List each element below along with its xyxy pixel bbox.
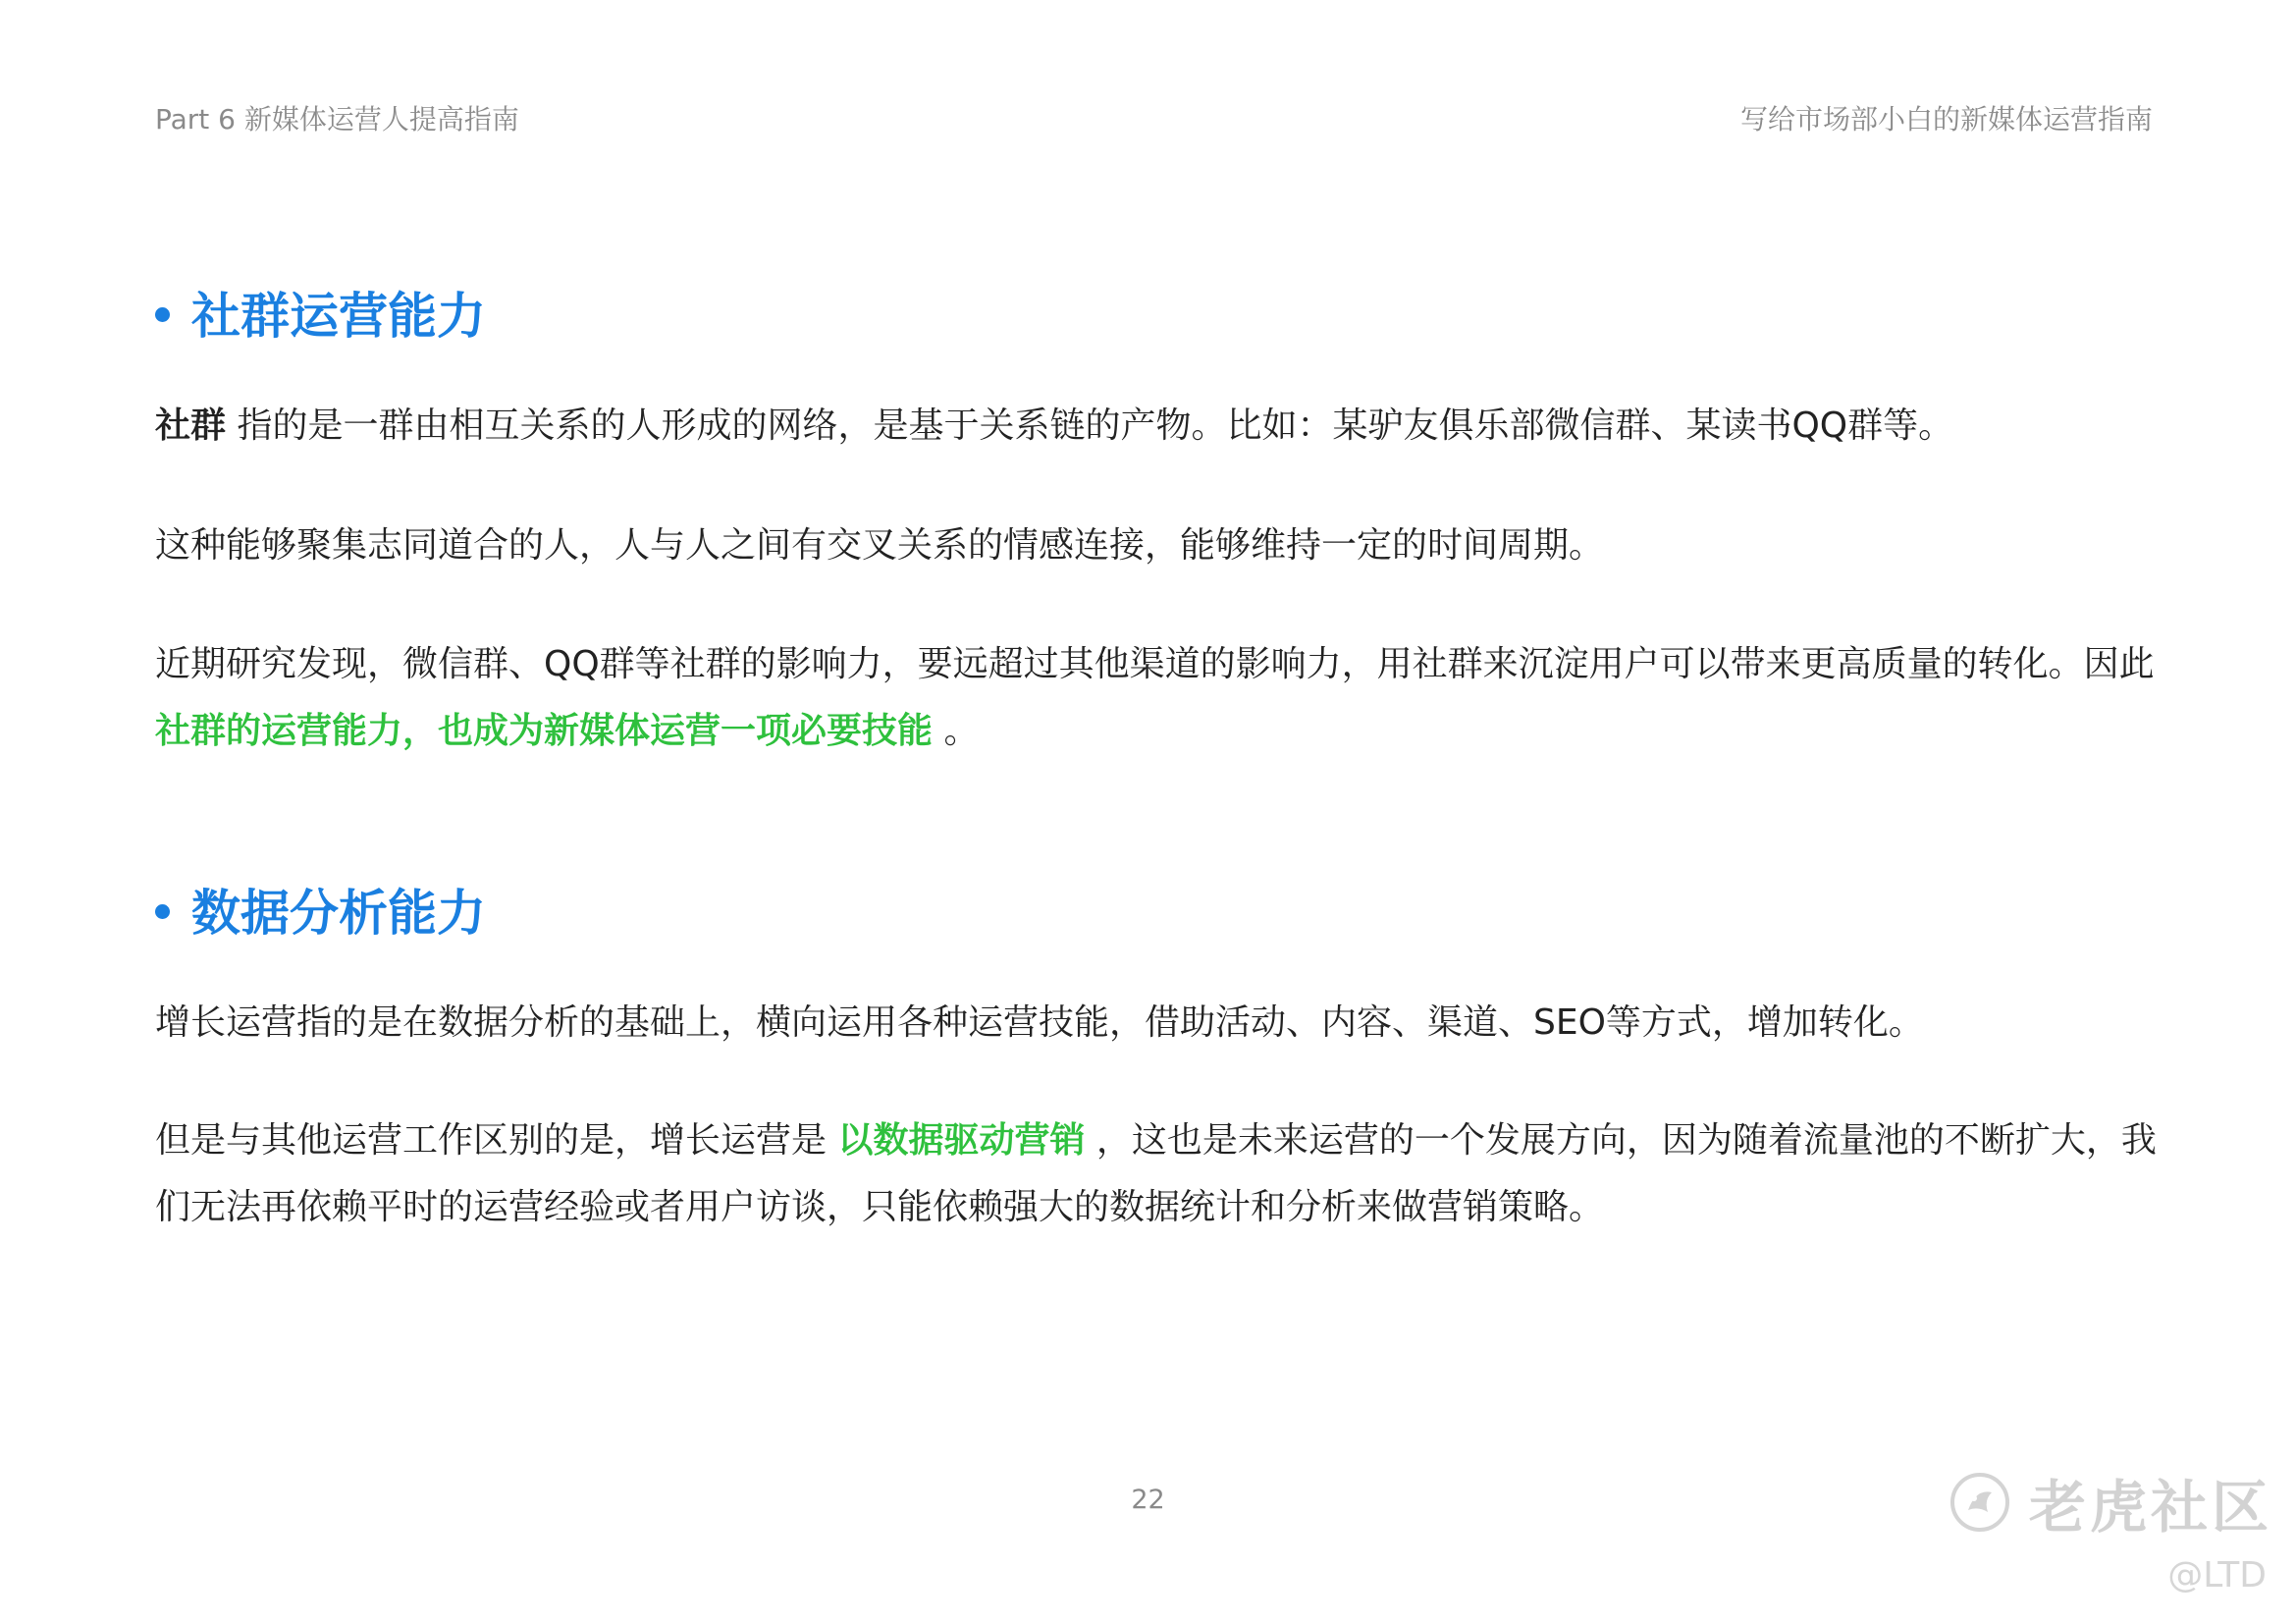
- section-heading-data-analysis: [155, 874, 486, 945]
- paragraph-text: 。: [933, 711, 980, 751]
- watermark-name: 老虎社区: [2028, 1474, 2272, 1541]
- watermark-sub: @LTD: [2167, 1555, 2267, 1596]
- paragraph-text: 近期研究发现，微信群、QQ群等社群的影响力，要远超过其他渠道的影响力，用社群来沉淀用户可以带来更高质量的转化。因此: [155, 644, 2155, 684]
- bullet-dot-icon: [155, 904, 170, 919]
- running-header-left: Part 6 新媒体运营人提高指南: [155, 103, 519, 135]
- paragraph-growth-definition: [155, 990, 2158, 1056]
- tiger-logo-icon: [1949, 1471, 2011, 1534]
- paragraph-community-connection: [155, 513, 2158, 579]
- highlight-text: 社群的运营能力，也成为新媒体运营一项必要技能: [155, 711, 934, 751]
- paragraph-data-driven: [155, 1108, 2158, 1241]
- page-number: 22: [1131, 1485, 1165, 1515]
- paragraph-text: 增长运营指的是在数据分析的基础上，横向运用各种运营技能，借助活动、内容、渠道、SEO等方式，增加转化。: [155, 1002, 1924, 1043]
- section-heading-text: 社群运营能力: [191, 288, 486, 345]
- bullet-dot-icon: [155, 307, 170, 322]
- paragraph-text: 这种能够聚集志同道合的人，人与人之间有交叉关系的情感连接，能够维持一定的时间周期。: [155, 525, 1605, 566]
- paragraph-text: ，这也是未来运营的一个发展方向，因为随着流量池的不断扩大，我们无法再依赖平时的运营经验或者用户访谈，只能依赖强大的数据统计和分析来做营销策略。: [155, 1120, 2157, 1227]
- paragraph-community-research: [155, 631, 2158, 765]
- highlight-text: 以数据驱动营销: [837, 1120, 1086, 1161]
- running-header-right: 写给市场部小白的新媒体运营指南: [1739, 103, 2153, 135]
- paragraph-text: 但是与其他运营工作区别的是，增长运营是: [155, 1120, 838, 1161]
- section-heading-community: [155, 277, 486, 348]
- watermark: [1949, 1461, 2272, 1596]
- paragraph-text: 指的是一群由相互关系的人形成的网络，是基于关系链的产物。比如：某驴友俱乐部微信群、某读书QQ群等。: [226, 406, 1954, 446]
- section-heading-text: 数据分析能力: [191, 885, 486, 942]
- term-lead: 社群: [155, 406, 227, 446]
- paragraph-community-definition: [155, 393, 2158, 460]
